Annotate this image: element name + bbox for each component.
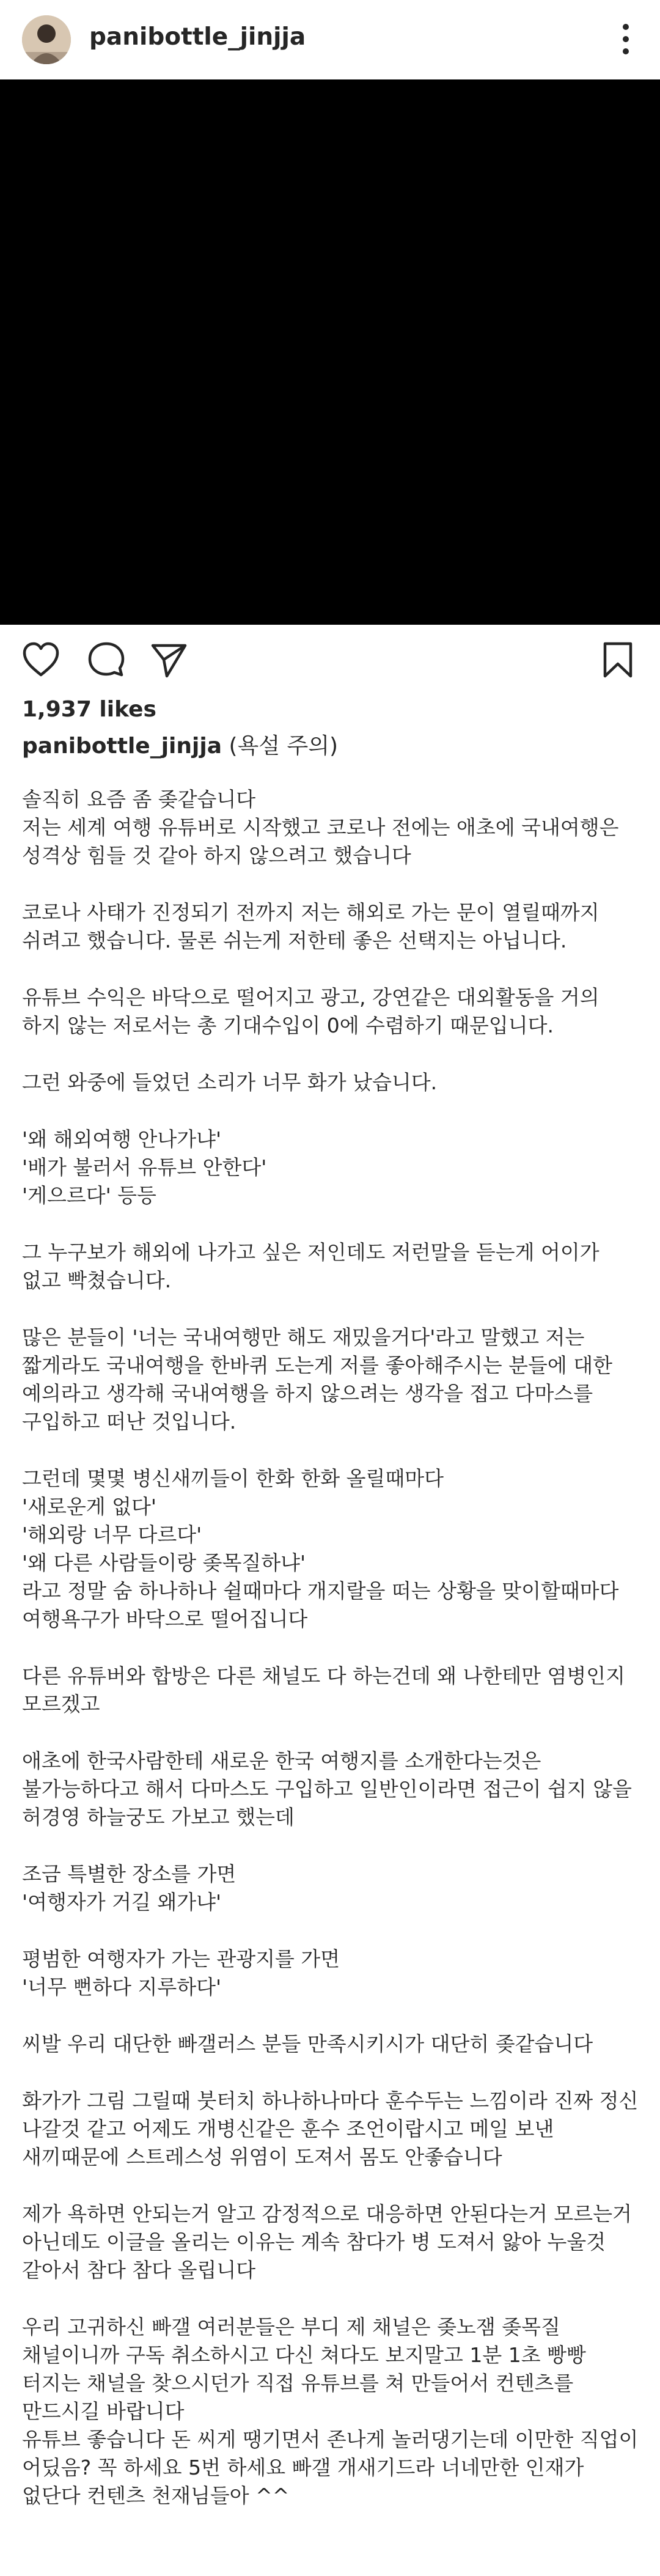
caption-body xyxy=(22,786,645,2510)
post-media[interactable] xyxy=(0,79,660,625)
caption-line: 조금 특별한 장소를 가면 xyxy=(22,1862,237,1886)
caption-line: 그런 와중에 들었던 소리가 너무 화가 났습니다. xyxy=(22,1070,438,1094)
caption-line: 평범한 여행자가 가는 관광지를 가면 xyxy=(22,1947,340,1971)
avatar-image xyxy=(22,15,71,64)
caption-line: 유튜브 좋습니다 돈 씨게 땡기면서 존나게 놀러댕기는데 이만한 직업이 어딨음? 꼭 하세요 5번 하세요 빠갤 개새기드라 너네만한 인재가 없단다 컨텐츠 천재님들아 ^^ xyxy=(22,2427,645,2508)
caption-line: '새로운게 없다' xyxy=(22,1495,156,1518)
caption-line: '해외랑 너무 다르다' xyxy=(22,1523,202,1547)
caption-line: '배가 불러서 유튜브 안한다' xyxy=(22,1155,267,1179)
caption-line: 화가가 그림 그릴때 붓터치 하나하나마다 훈수두는 느낌이라 진짜 정신 나갈것 같고 어제도 개병신같은 훈수 조언이랍시고 메일 보낸 새끼때문에 스트레스성 위염이 도져서 몸도 안좋습니다 xyxy=(22,2089,645,2169)
bookmark-icon[interactable] xyxy=(598,639,638,680)
caption-line: 그 누구보가 해외에 나가고 싶은 저인데도 저런말을 듣는게 어이가 없고 빡쳤습니다. xyxy=(22,1240,606,1292)
caption-line: 라고 정말 숨 하나하나 쉴때마다 개지랄을 떠는 상황을 맞이할때마다 여행욕구가 바닥으로 떨어집니다 xyxy=(22,1579,626,1631)
caption-line: 그런데 몇몇 병신새끼들이 한화 한화 올릴때마다 xyxy=(22,1466,444,1490)
caption-line: 솔직히 요즘 좀 좆같습니다 xyxy=(22,787,256,811)
caption-header xyxy=(22,729,338,760)
caption-note: (욕설 주의) xyxy=(229,734,339,759)
caption-line: '여행자가 거길 왜가냐' xyxy=(22,1890,222,1914)
avatar[interactable] xyxy=(22,15,71,64)
more-options-icon[interactable] xyxy=(620,22,632,56)
caption-line: 애초에 한국사람한테 새로운 한국 여행지를 소개한다는것은 불가능하다고 해서 다마스도 구입하고 일반인이라면 접근이 쉽지 않을 허경영 하늘궁도 가보고 했는데 xyxy=(22,1749,639,1829)
comment-icon[interactable] xyxy=(86,639,127,680)
caption-line: 저는 세계 여행 유튜버로 시작했고 코로나 전에는 애초에 국내여행은 성격상 힘들 것 같아 하지 않으려고 했습니다 xyxy=(22,815,626,867)
caption-line: '왜 다른 사람들이랑 좆목질하냐' xyxy=(22,1551,306,1575)
caption-line: 제가 욕하면 안되는거 알고 감정적으로 대응하면 안된다는거 모르는거 아닌데도 이글을 올리는 이유는 계속 참다가 병 도져서 앓아 누울것 같아서 참다 참다 올립니다 xyxy=(22,2202,639,2282)
heart-icon[interactable] xyxy=(21,639,61,680)
caption-line: 씨발 우리 대단한 빠갤러스 분들 만족시키시가 대단히 좆같습니다 xyxy=(22,2032,593,2056)
caption-line: 유튜브 수익은 바닥으로 떨어지고 광고, 강연같은 대외활동을 거의 하지 않는 저로서는 총 기대수입이 0에 수렴하기 때문입니다. xyxy=(22,985,606,1037)
caption-line: '너무 뻔하다 지루하다' xyxy=(22,1975,222,1999)
caption-line: 많은 분들이 '너는 국내여행만 해도 재밌을거다'라고 말했고 저는 짧게라도 국내여행을 한바퀴 도는게 저를 좋아해주시는 분들에 대한 예의라고 생각해 국내여행을 하지 않으려는 생각을 접고 다마스를 구입하고 떠난 것입니다. xyxy=(22,1325,619,1433)
caption-line: '왜 해외여행 안나가냐' xyxy=(22,1127,222,1151)
send-icon[interactable] xyxy=(148,639,189,680)
caption-line: 코로나 사태가 진정되기 전까지 저는 해외로 가는 문이 열릴때까지 쉬려고 했습니다. 물론 쉬는게 저한테 좋은 선택지는 아닙니다. xyxy=(22,900,606,952)
likes-count[interactable]: 1,937 likes xyxy=(22,697,156,722)
caption-line: 우리 고귀하신 빠갤 여러분들은 부디 제 채널은 좆노잼 좆목질 채널이니까 구독 취소하시고 다신 쳐다도 보지말고 1분 1초 빵빵 터지는 채널을 찾으시던가 직접 유튜브를 쳐 만들어서 컨텐츠를 만드시길 바랍니다 xyxy=(22,2315,593,2423)
post-username[interactable]: panibottle_jinjja xyxy=(89,23,306,51)
caption-line: '게으르다' 등등 xyxy=(22,1183,156,1207)
caption-username[interactable]: panibottle_jinjja xyxy=(22,734,222,759)
caption-line: 다른 유튜버와 합방은 다른 채널도 다 하는건데 왜 나한테만 염병인지 모르겠고 xyxy=(22,1664,632,1716)
